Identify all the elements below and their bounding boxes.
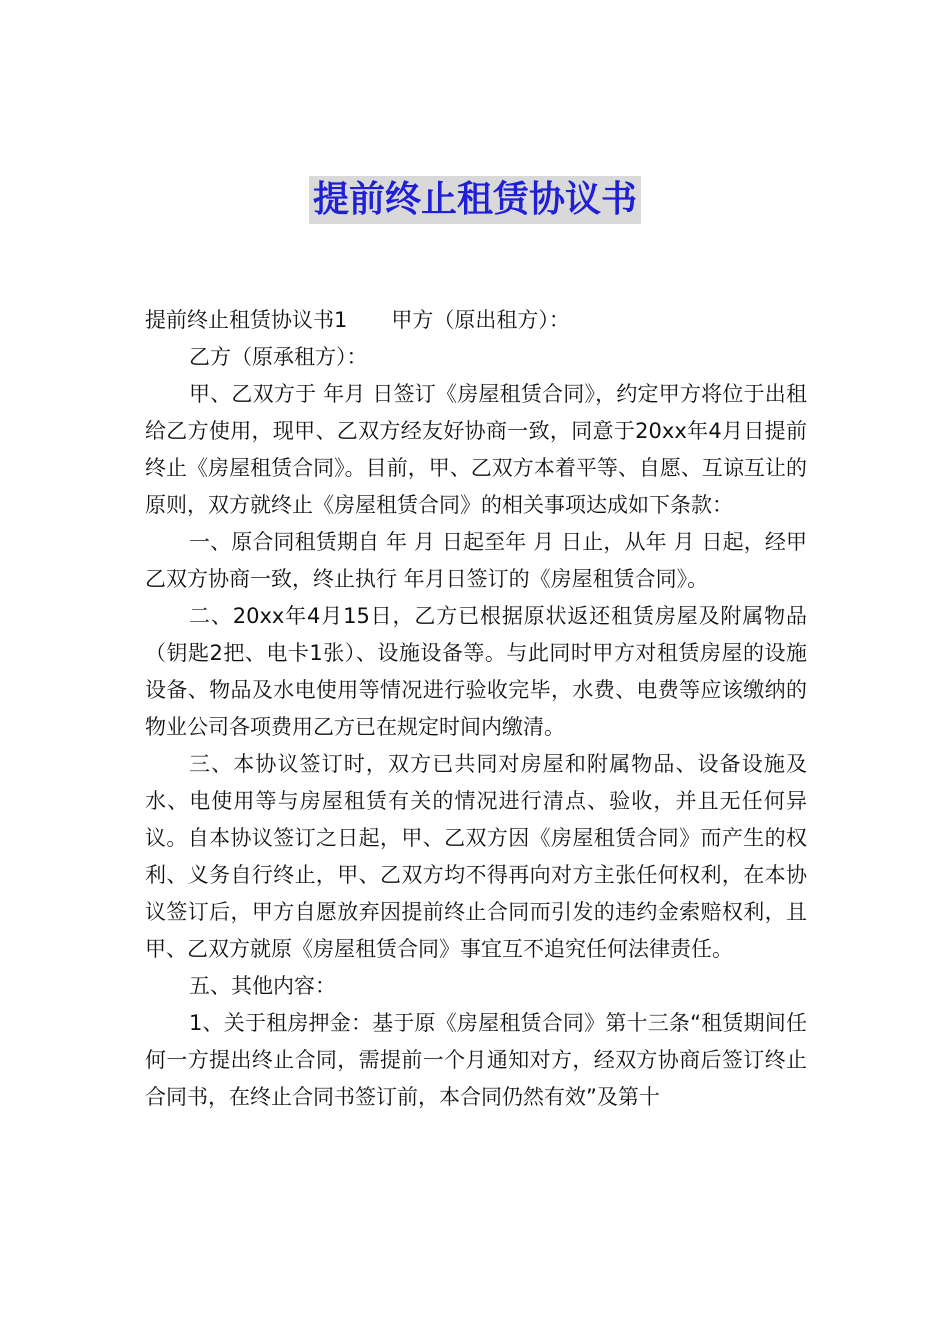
party-b: 乙方（原承租方）： — [189, 345, 368, 369]
title-wrap — [0, 176, 950, 224]
heading-ref: 提前终止租赁协议书1 — [145, 308, 348, 332]
document-title: 提前终止租赁协议书 — [309, 176, 641, 224]
header-line — [145, 302, 807, 339]
paragraph: 1、关于租房押金：基于原《房屋租赁合同》第十三条“租赁期间任何一方提出终止合同，需提前一个月通知对方，经双方协商后签订终止合同书，在终止合同书签订前，本合同仍然有效”及第十 — [145, 1011, 807, 1109]
paragraph: 一、原合同租赁期自 年 月 日起至年 月 日止，从年 月 日起，经甲乙双方协商一致，终止执行 年月日签订的《房屋租赁合同》。 — [145, 530, 807, 591]
paragraph: 二、20xx年4月15日，乙方已根据原状返还租赁房屋及附属物品（钥匙2把、电卡1张）、设施设备等。与此同时甲方对租赁房屋的设施设备、物品及水电使用等情况进行验收完毕，水费、电费等应该缴纳的物业公司各项费用乙方已在规定时间内缴清。 — [145, 604, 807, 739]
paragraph: 三、本协议签订时，双方已共同对房屋和附属物品、设备设施及水、电使用等与房屋租赁有关的情况进行清点、验收，并且无任何异议。自本协议签订之日起，甲、乙双方因《房屋租赁合同》而产生的权利、义务自行终止，甲、乙双方均不得再向对方主张任何权利，在本协议签订后，甲方自愿放弃因提前终止合同而引发的违约金索赔权利，且甲、乙双方就原《房屋租赁合同》事宜互不追究任何法律责任。 — [145, 752, 807, 961]
paragraph: 五、其他内容： — [189, 974, 336, 998]
paragraph: 甲、乙双方于 年月 日签订《房屋租赁合同》，约定甲方将位于出租给乙方使用，现甲、乙双方经友好协商一致，同意于20xx年4月日提前终止《房屋租赁合同》。目前，甲、乙双方本着平等、自愿、互谅互让的原则，双方就终止《房屋租赁合同》的相关事项达成如下条款： — [145, 382, 807, 517]
document-body — [145, 302, 807, 1116]
party-a: 甲方（原出租方）： — [391, 308, 570, 332]
